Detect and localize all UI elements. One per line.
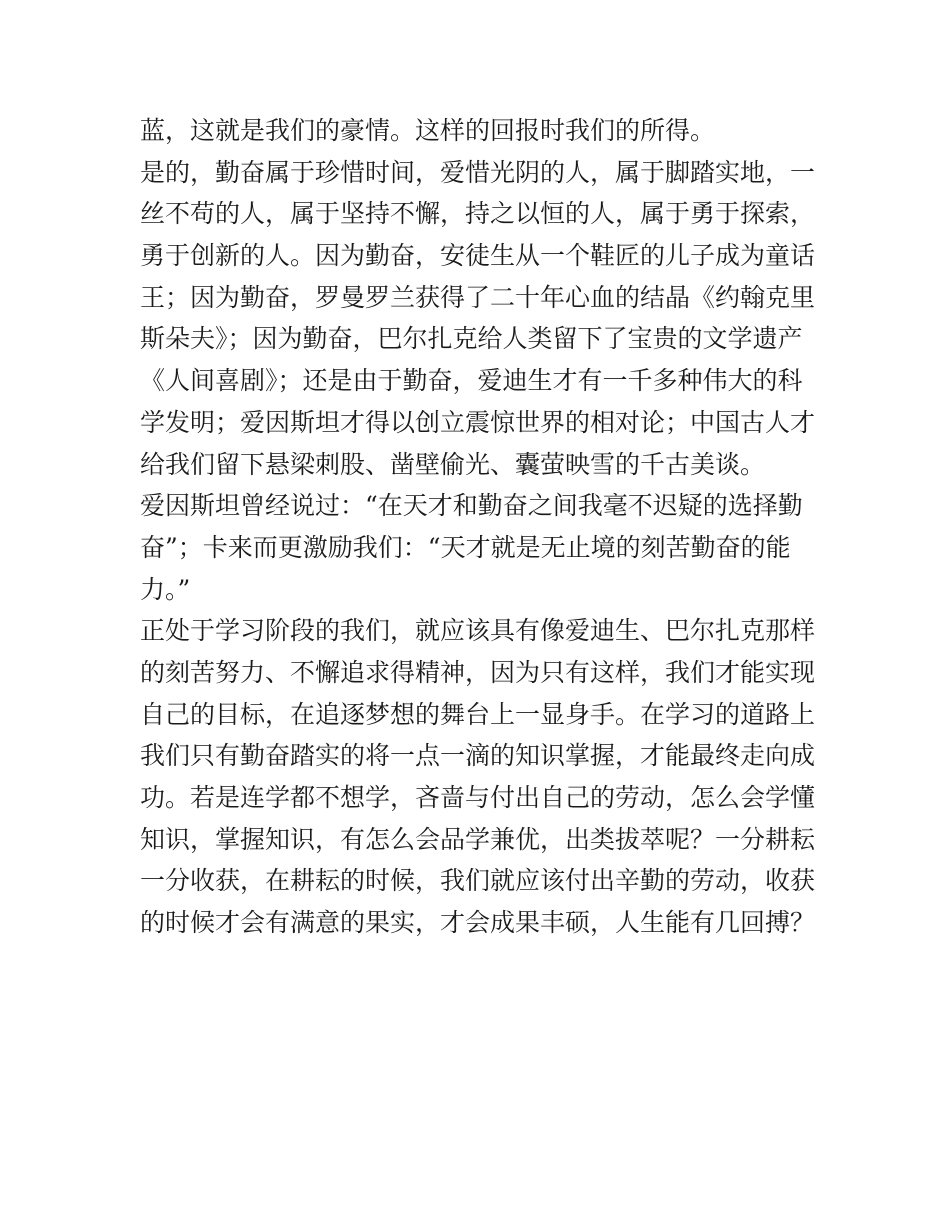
text-line: 我们只有勤奋踏实的将一点一滴的知识掌握，才能最终走向成 — [140, 741, 816, 771]
text-line: 学发明；爱因斯坦才得以创立震惊世界的相对论；中国古人才 — [140, 407, 816, 437]
text-line: 勇于创新的人。因为勤奋，安徒生从一个鞋匠的儿子成为童话 — [140, 241, 816, 271]
body-text — [140, 110, 820, 944]
text-line: 一分收获，在耕耘的时候，我们就应该付出辛勤的劳动，收获 — [140, 866, 816, 896]
text-line: 爱因斯坦曾经说过：“在天才和勤奋之间我毫不迟疑的选择勤 — [140, 491, 803, 521]
text-line: 力。” — [140, 574, 191, 604]
text-line: 王；因为勤奋，罗曼罗兰获得了二十年心血的结晶《约翰克里 — [140, 282, 816, 312]
text-line: 斯朵夫》；因为勤奋，巴尔扎克给人类留下了宝贵的文学遗产 — [140, 324, 803, 354]
text-line: 正处于学习阶段的我们，就应该具有像爱迪生、巴尔扎克那样 — [140, 616, 816, 646]
text-line: 知识，掌握知识，有怎么会品学兼优，出类拔萃呢？一分耕耘 — [140, 824, 816, 854]
text-line: 的时候才会有满意的果实，才会成果丰硕，人生能有几回搏？ — [140, 908, 816, 938]
text-line: 丝不苟的人，属于坚持不懈，持之以恒的人，属于勇于探索， — [140, 199, 816, 229]
text-line: 蓝，这就是我们的豪情。这样的回报时我们的所得。 — [140, 116, 716, 145]
text-line: 是的，勤奋属于珍惜时间，爱惜光阴的人，属于脚踏实地，一 — [140, 157, 816, 187]
text-line: 奋”；卡来而更激励我们：“天才就是无止境的刻苦勤奋的能 — [140, 532, 791, 562]
text-line: 给我们留下悬梁刺股、凿壁偷光、囊萤映雪的千古美谈。 — [140, 449, 766, 479]
text-line: 自己的目标，在追逐梦想的舞台上一显身手。在学习的道路上 — [140, 699, 816, 729]
text-line: 的刻苦努力、不懈追求得精神，因为只有这样，我们才能实现 — [140, 657, 816, 687]
text-line: 《人间喜剧》；还是由于勤奋，爱迪生才有一千多种伟大的科 — [140, 366, 803, 396]
text-line: 功。若是连学都不想学，吝啬与付出自己的劳动，怎么会学懂 — [140, 783, 816, 812]
